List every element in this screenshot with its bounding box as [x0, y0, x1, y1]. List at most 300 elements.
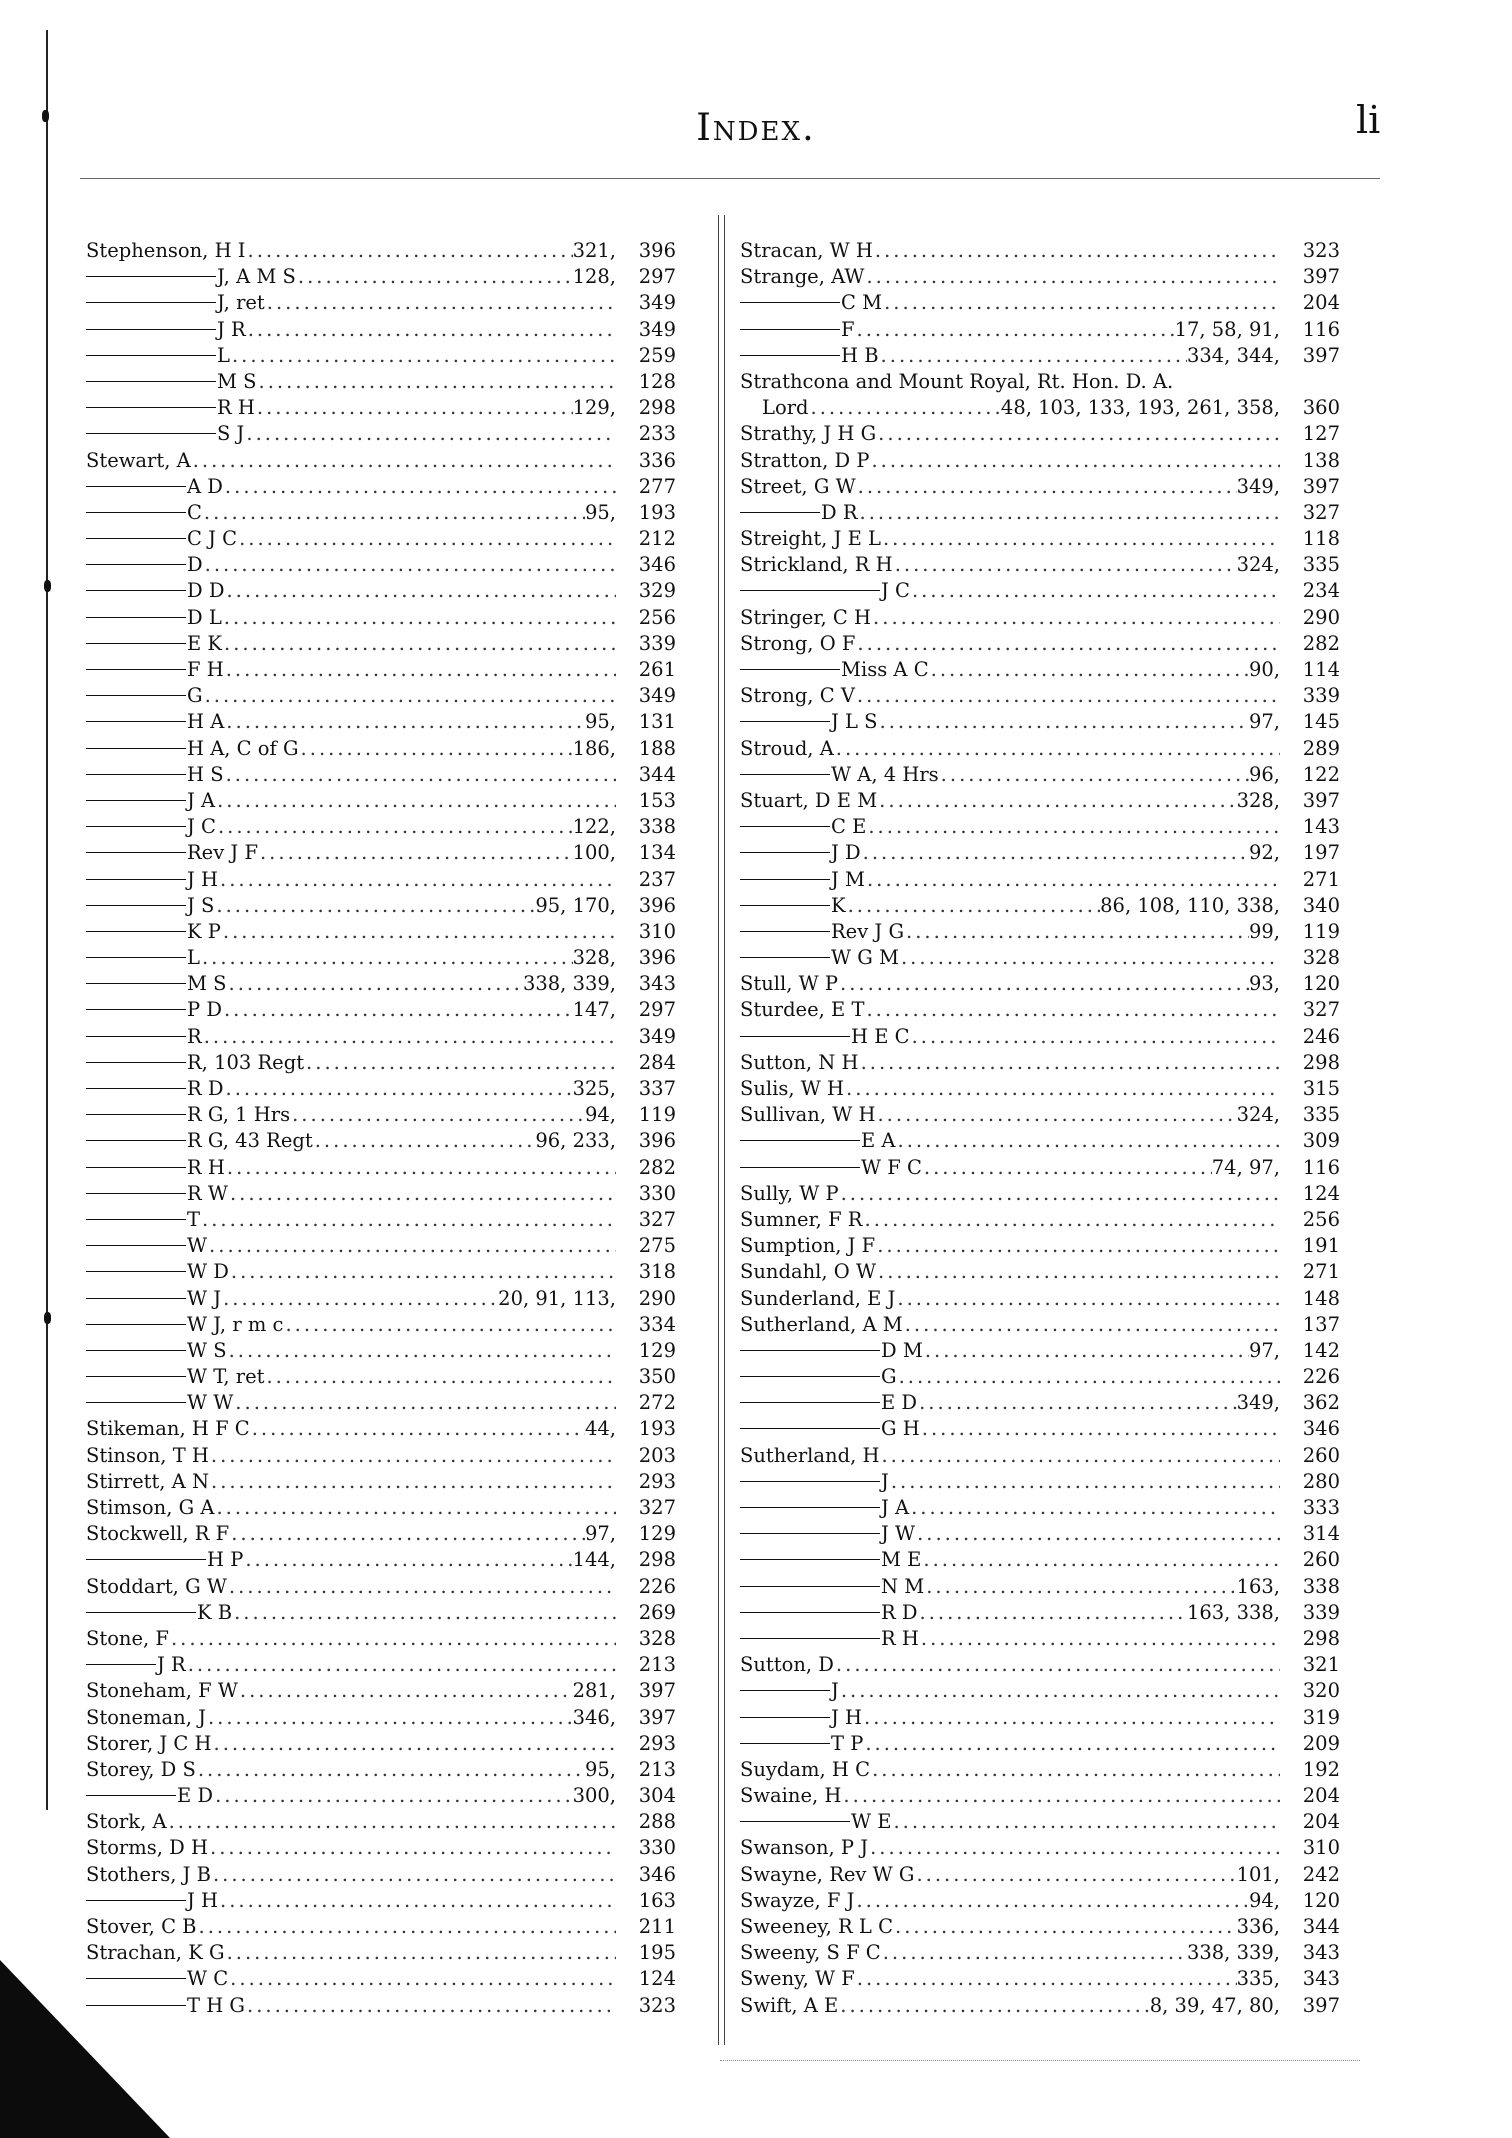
dot-leader	[224, 631, 616, 657]
index-entry	[740, 1207, 1340, 1233]
entry-last-page: 256	[638, 605, 676, 629]
dot-leader	[875, 238, 1280, 264]
entry-page-refs: 96, 233,	[535, 1129, 616, 1153]
index-entry	[740, 1835, 1340, 1861]
ditto-rule	[86, 1193, 186, 1194]
index-entry	[740, 1338, 1340, 1364]
entry-last-page: 192	[1302, 1757, 1340, 1781]
entry-last-page: 397	[1302, 788, 1340, 812]
dot-leader	[292, 1102, 585, 1128]
dot-leader	[301, 736, 573, 762]
entry-last-page: 397	[638, 1679, 676, 1703]
dot-leader	[202, 945, 573, 971]
entry-page-refs: 144,	[572, 1548, 616, 1572]
entry-last-page: 288	[638, 1810, 676, 1834]
ditto-rule	[86, 748, 186, 749]
entry-name: J M	[831, 867, 865, 891]
column-divider	[718, 215, 725, 2045]
entry-page-refs: 300,	[572, 1784, 616, 1808]
entry-name: Strong, O F	[740, 631, 856, 655]
entry-name: Stewart, A	[86, 448, 191, 472]
dot-leader	[235, 1390, 616, 1416]
entry-page-refs: 147,	[572, 998, 616, 1022]
page-binding-edge	[46, 30, 48, 1810]
ditto-rule	[86, 721, 186, 722]
entry-name: J A	[187, 788, 216, 812]
ditto-rule	[86, 590, 186, 591]
entry-last-page: 195	[638, 1941, 676, 1965]
entry-last-page: 233	[638, 422, 676, 446]
entry-page-refs: 17, 58, 91,	[1174, 317, 1280, 341]
entry-page-refs: 324,	[1236, 1103, 1280, 1127]
index-entry	[740, 1416, 1340, 1442]
entry-last-page: 339	[1302, 684, 1340, 708]
ditto-rule	[740, 721, 830, 722]
index-entry	[86, 1521, 676, 1547]
entry-last-page: 349	[638, 291, 676, 315]
entry-name: R D	[187, 1077, 224, 1100]
entry-page-refs: 90,	[1248, 658, 1280, 681]
entry-last-page: 323	[638, 1993, 676, 2017]
dot-leader	[857, 631, 1280, 657]
entry-name: W G M	[831, 946, 899, 970]
index-entry	[86, 1128, 676, 1154]
index-entry	[740, 1783, 1340, 1809]
entry-name: Sutherland, H	[740, 1443, 880, 1467]
entry-name: N M	[881, 1574, 925, 1598]
index-entry	[740, 264, 1340, 290]
index-entry	[740, 1652, 1340, 1678]
index-entry	[740, 1312, 1340, 1338]
index-entry	[740, 1862, 1340, 1888]
index-entry	[86, 997, 676, 1023]
entry-last-page: 338	[638, 815, 676, 839]
entry-name: Strickland, R H	[740, 553, 893, 577]
entry-last-page: 193	[638, 1417, 676, 1441]
dot-leader	[246, 421, 616, 447]
ditto-rule	[740, 1481, 880, 1482]
entry-last-page: 211	[638, 1915, 676, 1938]
index-entry	[740, 631, 1340, 657]
dot-leader	[224, 605, 616, 631]
dot-leader	[858, 474, 1237, 500]
entry-name: C	[187, 500, 202, 524]
index-entry	[740, 814, 1340, 840]
entry-name: Stone, F	[86, 1626, 169, 1650]
dot-leader	[198, 1757, 585, 1783]
index-entry	[740, 893, 1340, 919]
entry-last-page: 346	[1302, 1417, 1340, 1441]
dot-leader	[866, 997, 1280, 1023]
index-entry	[740, 1495, 1340, 1521]
index-entry	[740, 1678, 1340, 1704]
entry-last-page: 204	[1302, 1784, 1340, 1808]
dot-leader	[226, 657, 616, 683]
entry-name: D L	[187, 605, 222, 629]
entry-last-page: 297	[638, 998, 676, 1022]
dot-leader	[921, 1626, 1280, 1652]
entry-last-page: 318	[638, 1260, 676, 1284]
dot-leader	[226, 762, 616, 788]
ditto-rule	[86, 1114, 186, 1115]
dot-leader	[260, 840, 573, 866]
index-entry	[86, 605, 676, 631]
index-entry	[86, 448, 676, 474]
ditto-rule	[740, 355, 840, 356]
index-entry	[86, 919, 676, 945]
dot-leader	[216, 893, 535, 919]
entry-last-page: 327	[1302, 998, 1340, 1022]
entry-name: F	[841, 317, 855, 341]
index-entry	[86, 867, 676, 893]
entry-name: Storey, D S	[86, 1757, 196, 1781]
entry-last-page: 397	[1302, 343, 1340, 367]
index-entry	[86, 709, 676, 735]
index-entry	[740, 1731, 1340, 1757]
ditto-rule	[86, 1376, 186, 1377]
index-entry	[86, 1652, 676, 1678]
entry-name: J A	[881, 1496, 910, 1519]
dot-leader	[873, 605, 1280, 631]
entry-last-page: 119	[1302, 919, 1340, 943]
entry-last-page: 309	[1302, 1129, 1340, 1153]
entry-page-refs: 48, 103, 133, 193, 261, 358,	[1000, 396, 1280, 420]
entry-name: H B	[841, 343, 879, 367]
dot-leader	[231, 1521, 585, 1547]
index-entry	[86, 1862, 676, 1888]
entry-name: R, 103 Regt	[187, 1050, 305, 1074]
entry-last-page: 143	[1302, 815, 1340, 839]
index-entry	[86, 1574, 676, 1600]
entry-name: R	[187, 1024, 202, 1048]
index-entry	[86, 1443, 676, 1469]
dot-leader	[202, 1207, 616, 1233]
entry-name: W E	[851, 1810, 892, 1834]
dot-leader	[905, 1312, 1280, 1338]
index-entry	[86, 474, 676, 500]
entry-name: T H G	[187, 1993, 245, 2017]
dot-leader	[848, 893, 1101, 919]
index-entry	[86, 1050, 676, 1076]
entry-last-page: 304	[638, 1784, 676, 1808]
entry-last-page: 360	[1302, 396, 1340, 420]
entry-last-page: 315	[1302, 1077, 1340, 1100]
index-entry	[740, 1574, 1340, 1600]
entry-name: J C	[881, 579, 910, 603]
entry-name: Stockwell, R F	[86, 1522, 230, 1546]
dot-leader	[857, 1966, 1237, 1992]
index-entry	[740, 343, 1340, 369]
dot-leader	[230, 1181, 616, 1207]
entry-name: Stroud, A	[740, 736, 834, 760]
index-entry	[740, 1364, 1340, 1390]
index-entry	[86, 1338, 676, 1364]
index-entry	[740, 788, 1340, 814]
entry-page-refs: 86, 108, 110, 338,	[1100, 893, 1280, 917]
entry-last-page: 212	[638, 527, 676, 551]
index-entry	[86, 369, 676, 395]
ditto-rule	[86, 1088, 186, 1089]
entry-last-page: 336	[638, 448, 676, 472]
index-entry	[86, 814, 676, 840]
entry-last-page: 193	[638, 500, 676, 524]
entry-page-refs: 97,	[1248, 710, 1280, 734]
entry-page-refs: 95,	[584, 500, 616, 524]
ditto-rule	[740, 1559, 880, 1560]
index-entry	[740, 369, 1340, 395]
ditto-rule	[740, 329, 840, 330]
entry-name: C E	[831, 815, 867, 839]
entry-name: M S	[187, 972, 227, 996]
ditto-rule	[86, 1036, 186, 1037]
dot-leader	[210, 1835, 616, 1861]
dot-leader	[199, 1914, 616, 1940]
entry-last-page: 203	[638, 1443, 676, 1467]
entry-name: Sunderland, E J	[740, 1286, 896, 1310]
entry-name: J	[881, 1469, 889, 1493]
dot-leader	[924, 1155, 1212, 1181]
entry-page-refs: 334, 344,	[1186, 343, 1280, 367]
ditto-rule	[86, 695, 186, 696]
entry-last-page: 396	[638, 946, 676, 970]
entry-name: Stimson, G A	[86, 1496, 215, 1519]
entry-last-page: 290	[1302, 605, 1340, 629]
entry-name: W J	[187, 1286, 222, 1310]
dot-leader	[226, 578, 616, 604]
entry-name: R G, 43 Regt	[187, 1129, 313, 1153]
entry-last-page: 246	[1302, 1024, 1340, 1048]
index-entry	[740, 1259, 1340, 1285]
dot-leader	[871, 448, 1280, 474]
dot-leader	[836, 1652, 1280, 1678]
ditto-rule	[86, 1350, 186, 1351]
dot-leader	[865, 1207, 1281, 1233]
entry-name: K P	[187, 919, 221, 943]
entry-last-page: 129	[638, 1522, 676, 1546]
index-entry	[740, 578, 1340, 604]
entry-name: L	[187, 946, 200, 970]
entry-last-page: 209	[1302, 1731, 1340, 1755]
ditto-rule	[740, 1167, 860, 1168]
entry-name: J	[831, 1679, 839, 1703]
ditto-rule	[86, 852, 186, 853]
entry-last-page: 343	[1302, 1941, 1340, 1965]
entry-last-page: 269	[638, 1600, 676, 1624]
entry-name: Miss A C	[841, 658, 929, 681]
entry-last-page: 271	[1302, 1260, 1340, 1284]
dot-leader	[247, 1993, 616, 2019]
entry-page-refs: 349,	[1236, 1391, 1280, 1415]
entry-name: K B	[197, 1600, 233, 1624]
entry-last-page: 327	[638, 1207, 676, 1231]
dot-leader	[867, 867, 1280, 893]
ditto-rule	[86, 512, 186, 513]
entry-page-refs: 325,	[572, 1077, 616, 1100]
entry-last-page: 340	[1302, 893, 1340, 917]
entry-name: E D	[881, 1391, 918, 1415]
entry-name: Stuart, D E M	[740, 788, 878, 812]
entry-last-page: 124	[638, 1967, 676, 1991]
index-entry	[86, 1705, 676, 1731]
ditto-rule	[740, 1428, 880, 1429]
entry-last-page: 124	[1302, 1181, 1340, 1205]
entry-page-refs: 349,	[1236, 474, 1280, 498]
index-entry	[740, 448, 1340, 474]
entry-last-page: 127	[1302, 422, 1340, 446]
index-entry	[740, 1914, 1340, 1940]
dot-leader	[884, 290, 1280, 316]
entry-last-page: 334	[638, 1312, 676, 1336]
index-entry	[86, 971, 676, 997]
entry-last-page: 284	[638, 1050, 676, 1074]
dot-leader	[239, 526, 616, 552]
index-entry	[86, 762, 676, 788]
entry-last-page: 349	[638, 684, 676, 708]
entry-name: S J	[217, 422, 245, 446]
entry-page-refs: 95,	[584, 1757, 616, 1781]
ditto-rule	[86, 276, 216, 277]
dot-leader	[923, 1547, 1280, 1573]
entry-last-page: 293	[638, 1731, 676, 1755]
ditto-rule	[740, 957, 830, 958]
dot-leader	[861, 1050, 1280, 1076]
ditto-rule	[86, 1664, 156, 1665]
entry-page-refs: 122,	[572, 815, 616, 839]
dot-leader	[881, 343, 1187, 369]
index-entry	[740, 290, 1340, 316]
dot-leader	[895, 552, 1237, 578]
entry-name: Swift, A E	[740, 1993, 839, 2017]
entry-last-page: 350	[638, 1365, 676, 1389]
index-entry	[86, 1416, 676, 1442]
entry-name: F H	[187, 658, 224, 681]
dot-leader	[922, 1416, 1280, 1442]
entry-last-page: 289	[1302, 736, 1340, 760]
entry-name: E D	[177, 1784, 214, 1808]
header-rule	[80, 178, 1380, 179]
index-entry	[740, 1993, 1340, 2019]
dot-leader	[209, 1233, 616, 1259]
index-entry	[86, 1757, 676, 1783]
index-entry	[740, 657, 1340, 683]
dot-leader	[220, 867, 616, 893]
index-entry	[740, 1233, 1340, 1259]
index-entry	[86, 1809, 676, 1835]
entry-last-page: 234	[1302, 579, 1340, 603]
entry-page-refs: 321,	[572, 239, 616, 262]
dot-leader	[223, 919, 616, 945]
ditto-rule	[86, 564, 186, 565]
entry-name: T P	[831, 1731, 864, 1755]
entry-last-page: 260	[1302, 1548, 1340, 1572]
ditto-rule	[86, 407, 216, 408]
entry-page-refs: 163,	[1236, 1574, 1280, 1598]
dot-leader	[215, 1783, 573, 1809]
index-entry	[86, 343, 676, 369]
index-entry	[86, 1993, 676, 2019]
entry-last-page: 142	[1302, 1338, 1340, 1362]
ditto-rule	[86, 617, 186, 618]
dot-leader	[883, 526, 1280, 552]
dot-leader	[895, 1914, 1237, 1940]
ditto-rule	[740, 774, 830, 775]
dot-leader	[217, 788, 616, 814]
entry-name: T	[187, 1207, 201, 1231]
ditto-rule	[86, 538, 186, 539]
entry-name: Swanson, P J	[740, 1836, 869, 1860]
entry-last-page: 191	[1302, 1234, 1340, 1258]
entry-name: Stoddart, G W	[86, 1574, 227, 1598]
entry-last-page: 330	[638, 1836, 676, 1860]
entry-name: Street, G W	[740, 474, 856, 498]
dot-leader	[857, 317, 1175, 343]
dot-leader	[223, 1286, 498, 1312]
entry-last-page: 346	[638, 553, 676, 577]
entry-last-page: 339	[1302, 1600, 1340, 1624]
entry-name: Sumner, F R	[740, 1207, 863, 1231]
dot-leader	[898, 1128, 1280, 1154]
dot-leader	[883, 1940, 1187, 1966]
dot-leader	[926, 1574, 1236, 1600]
entry-last-page: 297	[638, 265, 676, 289]
entry-last-page: 261	[638, 658, 676, 681]
entry-name: Sturdee, E T	[740, 998, 865, 1022]
index-entry	[740, 1076, 1340, 1102]
dot-leader	[899, 1364, 1280, 1390]
entry-page-refs: 328,	[572, 946, 616, 970]
ditto-rule	[740, 852, 830, 853]
dot-leader	[248, 238, 573, 264]
entry-last-page: 314	[1302, 1522, 1340, 1546]
index-entry	[740, 971, 1340, 997]
index-entry	[86, 1547, 676, 1573]
index-entry	[740, 867, 1340, 893]
ditto-rule	[86, 1795, 176, 1796]
entry-last-page: 226	[1302, 1365, 1340, 1389]
entry-last-page: 116	[1302, 317, 1340, 341]
entry-last-page: 120	[1302, 972, 1340, 996]
index-entry	[86, 1024, 676, 1050]
index-entry	[740, 1888, 1340, 1914]
dot-leader	[840, 971, 1249, 997]
entry-last-page: 280	[1302, 1469, 1340, 1493]
entry-name: H P	[207, 1548, 244, 1572]
entry-last-page: 396	[638, 893, 676, 917]
entry-last-page: 310	[638, 919, 676, 943]
entry-last-page: 145	[1302, 710, 1340, 734]
index-entry	[740, 1050, 1340, 1076]
entry-name: Stratton, D P	[740, 448, 870, 472]
entry-last-page: 290	[638, 1286, 676, 1310]
entry-page-refs: 44,	[584, 1417, 616, 1441]
dot-leader	[225, 474, 616, 500]
ditto-rule	[740, 1533, 880, 1534]
entry-last-page: 346	[638, 1862, 676, 1886]
entry-name: G	[881, 1365, 897, 1389]
bottom-dotted-rule	[720, 2060, 1360, 2061]
entry-name: J S	[187, 893, 215, 917]
entry-last-page: 272	[638, 1391, 676, 1415]
entry-name: Sumption, J F	[740, 1234, 876, 1258]
dot-leader	[259, 369, 616, 395]
index-entry	[740, 919, 1340, 945]
entry-name: J, ret	[217, 291, 265, 315]
index-entry	[86, 264, 676, 290]
dot-leader	[912, 578, 1280, 604]
entry-last-page: 338	[1302, 1574, 1340, 1598]
entry-last-page: 328	[1302, 946, 1340, 970]
entry-last-page: 226	[638, 1574, 676, 1598]
